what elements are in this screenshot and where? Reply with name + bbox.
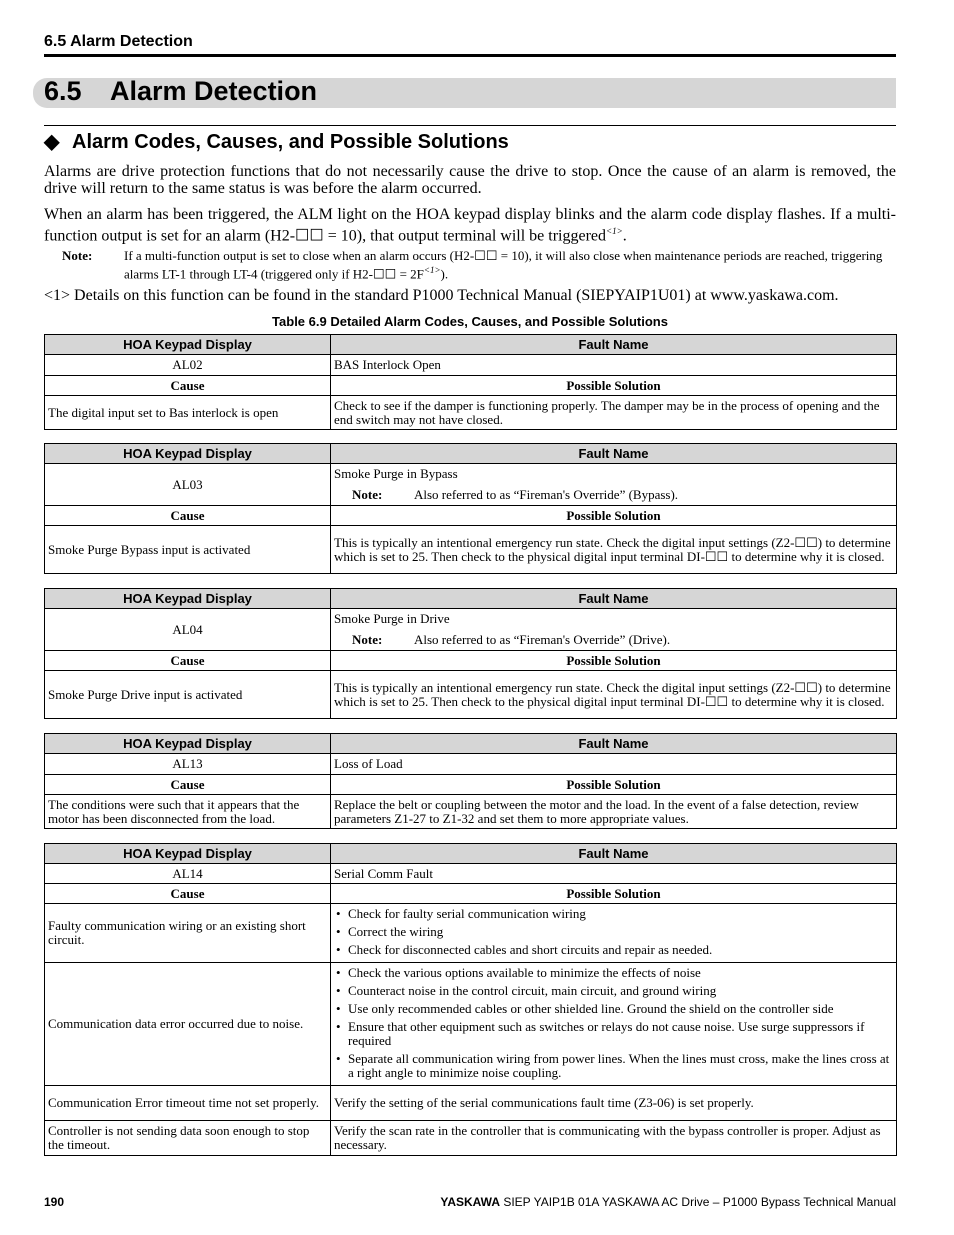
- note-footnote-ref: <1>: [423, 265, 441, 275]
- col-header-cause: Cause: [45, 506, 331, 526]
- col-header-solution: Possible Solution: [331, 651, 897, 671]
- note-text-end: ).: [440, 266, 449, 282]
- col-header-fault: Fault Name: [331, 589, 897, 609]
- alarm-table-al04: [44, 588, 897, 719]
- solution-item: • Counteract noise in the control circuit, main circuit, and ground wiring: [334, 984, 893, 998]
- section-number: 6.5: [44, 76, 82, 106]
- col-header-display: HOA Keypad Display: [45, 734, 331, 754]
- col-header-display: HOA Keypad Display: [45, 589, 331, 609]
- solution-item: • Ensure that other equipment such as switches or relays do not cause noise. Use surge suppressors if required: [334, 1020, 893, 1048]
- alarm-trigger-text: When an alarm has been triggered, the ALM light on the HOA keypad display blinks and the alarm code display flashes. If a multi-function output is set for an alarm (H2-☐☐ = 10), that output terminal will be triggered: [44, 206, 896, 245]
- cause-text: The conditions were such that it appears that the motor has been disconnected from the load.: [45, 795, 331, 829]
- alarm-code: AL04: [45, 609, 331, 651]
- alarm-code: AL03: [45, 464, 331, 506]
- solution-item: • Correct the wiring: [334, 925, 893, 939]
- solution-list-cell: [331, 904, 897, 963]
- col-header-fault: Fault Name: [331, 734, 897, 754]
- fault-note: [334, 488, 893, 502]
- alarm-table-al13: [44, 733, 897, 829]
- fault-note-text: Also referred to as “Fireman's Override” (Drive).: [414, 632, 671, 647]
- note-label: Note:: [62, 248, 93, 263]
- note-text: [124, 248, 896, 281]
- col-header-solution: Possible Solution: [331, 376, 897, 396]
- col-header-display: HOA Keypad Display: [45, 444, 331, 464]
- page-number: 190: [44, 1195, 65, 1209]
- solution-item: • Check the various options available to minimize the effects of noise: [334, 966, 893, 980]
- fault-note-text: Also referred to as “Fireman's Override” (Bypass).: [414, 487, 679, 502]
- cause-text: Communication Error timeout time not set properly.: [45, 1086, 331, 1121]
- fault-name: Smoke Purge in Drive: [334, 611, 450, 626]
- table-caption: Table 6.9 Detailed Alarm Codes, Causes, and Possible Solutions: [272, 314, 668, 329]
- col-header-fault: Fault Name: [331, 844, 897, 864]
- fault-note-label: Note:: [352, 632, 383, 647]
- col-header-cause: Cause: [45, 775, 331, 795]
- alarm-code: AL02: [45, 355, 331, 376]
- col-header-cause: Cause: [45, 884, 331, 904]
- solution-item: • Separate all communication wiring from power lines. When the lines must cross, make the lines cross at a right angle to minimize noise coupling.: [334, 1052, 893, 1080]
- footer-brand: YASKAWA: [440, 1195, 500, 1209]
- col-header-solution: Possible Solution: [331, 506, 897, 526]
- subsection-heading: [44, 129, 509, 154]
- alarm-table-al02: [44, 334, 897, 430]
- cause-text: Smoke Purge Bypass input is activated: [45, 526, 331, 574]
- note: [62, 248, 896, 281]
- footer-doc-title: [440, 1195, 896, 1209]
- cause-text: Smoke Purge Drive input is activated: [45, 671, 331, 719]
- cause-text: The digital input set to Bas interlock is open: [45, 396, 331, 430]
- fault-note: [334, 633, 893, 647]
- fault-name: Loss of Load: [331, 754, 897, 775]
- solution-text: Replace the belt or coupling between the motor and the load. In the event of a false detection, review parameters Z1-27 to Z1-32 and set them to more appropriate values.: [331, 795, 897, 829]
- alarm-trigger-end: .: [622, 227, 627, 245]
- footer-doc: SIEP YAIP1B 01A YASKAWA AC Drive – P1000 Bypass Technical Manual: [500, 1195, 896, 1209]
- solution-text: This is typically an intentional emergency run state. Check the digital input settings (Z2-☐☐) to determine which is set to 25. Then check to the physical digital input terminal DI-☐☐ to determine why it is closed.: [331, 671, 897, 719]
- fault-name: Smoke Purge in Bypass: [334, 466, 458, 481]
- solution-list: [334, 966, 893, 1080]
- col-header-solution: Possible Solution: [331, 884, 897, 904]
- col-header-solution: Possible Solution: [331, 775, 897, 795]
- cause-text: Communication data error occurred due to noise.: [45, 963, 331, 1086]
- col-header-cause: Cause: [45, 651, 331, 671]
- cause-text: Controller is not sending data soon enough to stop the timeout.: [45, 1121, 331, 1156]
- diamond-bullet-icon: ◆: [44, 131, 60, 153]
- alarm-table-al14: [44, 843, 897, 1156]
- col-header-fault: Fault Name: [331, 444, 897, 464]
- fault-name-cell: [331, 464, 897, 506]
- col-header-display: HOA Keypad Display: [45, 844, 331, 864]
- cause-text: Faulty communication wiring or an existing short circuit.: [45, 904, 331, 963]
- running-header: 6.5 Alarm Detection: [44, 33, 896, 57]
- fault-name: Serial Comm Fault: [331, 864, 897, 884]
- col-header-display: HOA Keypad Display: [45, 335, 331, 355]
- solution-list-cell: [331, 963, 897, 1086]
- alarm-code: AL13: [45, 754, 331, 775]
- col-header-fault: Fault Name: [331, 335, 897, 355]
- solution-item: • Use only recommended cables or other shielded line. Ground the shield on the controller side: [334, 1002, 893, 1016]
- solution-text: Verify the scan rate in the controller that is communicating with the bypass controller is proper. Adjust as necessary.: [331, 1121, 897, 1156]
- alarm-trigger-paragraph: [44, 206, 896, 244]
- fault-note-label: Note:: [352, 487, 383, 502]
- solution-text: Check to see if the damper is functioning properly. The damper may be in the process of opening and the end switch may not have closed.: [331, 396, 897, 430]
- fault-name-cell: [331, 609, 897, 651]
- section-title-text: Alarm Detection: [110, 76, 318, 106]
- solution-text: This is typically an intentional emergency run state. Check the digital input settings (Z2-☐☐) to determine which is set to 25. Then check to the physical digital input terminal DI-☐☐ to determine why it is closed.: [331, 526, 897, 574]
- col-header-cause: Cause: [45, 376, 331, 396]
- section-title: [44, 76, 317, 107]
- alarm-table-al03: [44, 443, 897, 574]
- fault-name: BAS Interlock Open: [331, 355, 897, 376]
- solution-text: Verify the setting of the serial communications fault time (Z3-06) is set properly.: [331, 1086, 897, 1121]
- solution-item: • Check for faulty serial communication wiring: [334, 907, 893, 921]
- solution-item: • Check for disconnected cables and short circuits and repair as needed.: [334, 943, 893, 957]
- alarm-code: AL14: [45, 864, 331, 884]
- subsection-title: Alarm Codes, Causes, and Possible Solutions: [72, 131, 509, 153]
- note-text-main: If a multi-function output is set to close when an alarm occurs (H2-☐☐ = 10), it will also close when maintenance periods are reached, triggering alarms LT-1 through LT-4 (triggered only if H2-☐☐ = 2F: [124, 248, 883, 282]
- footnote-ref: <1>: [606, 226, 623, 236]
- section-divider: [44, 125, 896, 126]
- intro-paragraph: Alarms are drive protection functions that do not necessarily cause the drive to stop. Once the cause of an alarm is removed, the drive will return to the same status is was before the alarm occurred.: [44, 163, 896, 197]
- footnote: <1> Details on this function can be found in the standard P1000 Technical Manual (SIEPYAIP1U01) at www.yaskawa.com.: [44, 287, 839, 304]
- solution-list: [334, 907, 893, 957]
